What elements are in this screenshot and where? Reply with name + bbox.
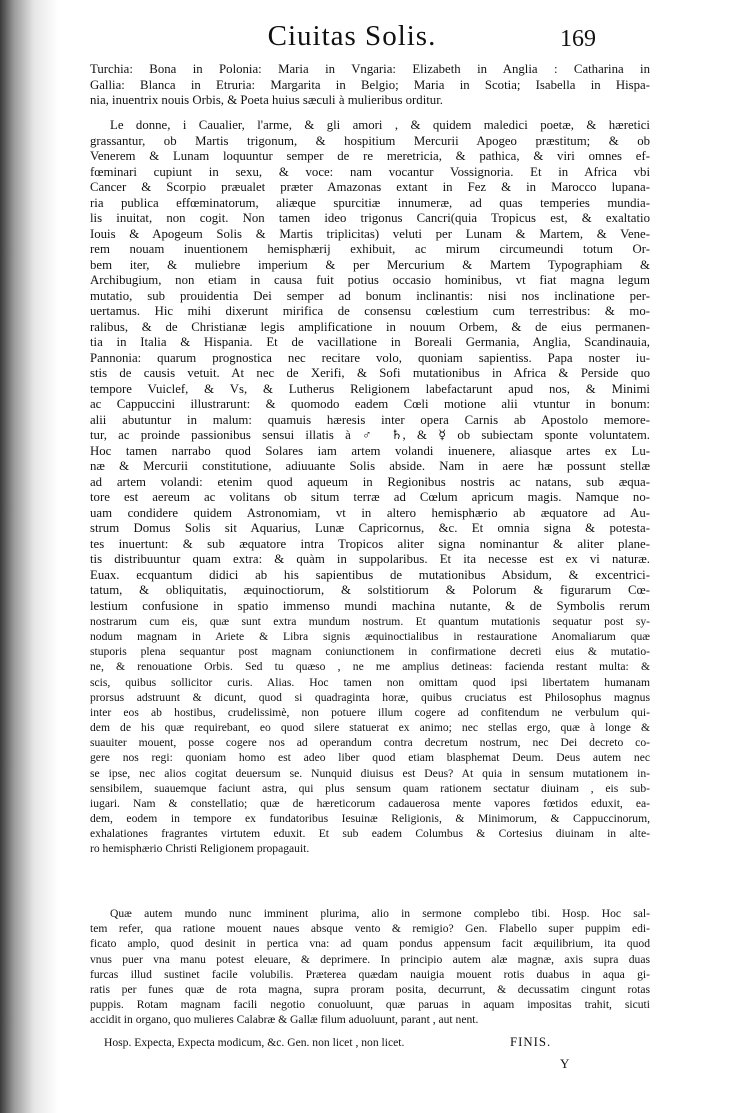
text-line: lis inuitat, non cogit. Non tamen ideo trigonus Cancri(quia Tropicus est, & exaltatio <box>90 211 650 225</box>
text-line: næ & Mercurii constitutione, adiuuante Solis abside. Nam in aere hæ possunt stellæ <box>90 459 650 473</box>
text-line: Turchia: Bona in Polonia: Maria in Vngaria: Elizabeth in Anglia : Catharina in <box>90 62 650 76</box>
text-line: ria publica effœminatorum, aliæque spurcitiæ innumeræ, ad quas temperies mundia- <box>90 195 650 210</box>
text-line: ro hemisphærio Christi Religionem propagauit. <box>90 842 310 856</box>
text-line: Iouis & Apogeum Solis & Martis triplicitas) veluti per Lunam & Martem, & Vene- <box>90 226 650 241</box>
text-line: grassantur, ob Martis trigonum, & hospitium Mercurii Apogeo præstitum; & ob <box>90 133 650 148</box>
text-line: tore est aereum ac volitans ob situm terræ ad Cœlum apricum magis. Namque no- <box>90 490 650 504</box>
text-line: Gallia: Blanca in Etruria: Margarita in Belgio; Maria in Scotia; Isabella in Hispa- <box>90 77 650 92</box>
text-line: mutatio, sub prouidentia Dei semper ad bonum inclinantis: nisi nos inclinatione per- <box>90 288 650 303</box>
text-line: suauiter mouent, posse cogere nos ad operandum contra decretum nostrum, nec Dei decreto co- <box>90 736 650 750</box>
text-line: tempore Vuiclef, & Vs, & Lutherus Religionem labefactarunt apud nos, & Minimi <box>90 381 650 396</box>
text-line: prorsus adstruunt & dicunt, quod si quadraginta horæ, quibus cruciatus est Philosophus magnus <box>90 690 650 704</box>
text-line: ne, & renouatione Orbis. Sed tu quæso , ne me amplius detineas: facienda restant multa: & <box>90 660 650 674</box>
page-number: 169 <box>560 26 596 52</box>
text-line: strum Domus Solis sit Aquarius, Lunæ Capricornus, &c. Et omnia signa & potesta- <box>90 521 650 535</box>
text-line: ratis per funes quæ de rota magna, supra proram posita, decurrunt, & decussatim cingunt rotas <box>90 983 650 996</box>
text-line: scis, quibus sollicitor curis. Alias. Hoc tamen non omittam quod ipsi libertatem humanam <box>90 675 650 689</box>
text-line: rem nouam inuentionem hemisphærij exhibuit, ac mirum circumeundi totum Or- <box>90 242 650 256</box>
text-line: tatum, & obliquitatis, æquinoctiorum, & solstitiorum & Polorum & figurarum Cœ- <box>90 583 650 597</box>
text-line: alii abutuntur in malum: quamuis hæresis inter opera Carnis ab Apostolo memore- <box>90 412 650 427</box>
text-line: puppis. Rotam magnam facili negotio conuoluunt, quæ paruas in aquam impositas trahit, sicuti <box>90 998 650 1012</box>
text-line: iugari. Nam & constellatio; quæ de hæreticorum cadauerosa mente vapores fœtidos eduxit, ea- <box>90 796 650 810</box>
text-line: gere nos regi: quoniam homo est adeo liber quod etiam blasphemat Deum. Deus autem nec <box>90 751 650 765</box>
text-line: uertamus. Hic mihi dixerunt mirifica de consensu cœlestium cum terrestribus: & mo- <box>90 304 650 318</box>
text-line: tem refer, qua ratione mouent naues absque vento & remigio? Gen. Flabello super puppim edi- <box>90 922 650 936</box>
text-line: vnus puer vna manu potest eleuare, & deprimere. In principio autem alæ magnæ, axis supra duas <box>90 952 650 966</box>
text-line: sensibilem, suauemque faciunt astra, qui plus sensum quam rationem sectatur diuinam , eis sub- <box>90 781 650 795</box>
text-line: lestium confusione in spatio immenso mundi machina nutante, & de Symbolis rerum <box>90 598 650 613</box>
catchword: Y <box>560 1056 570 1071</box>
text-line: tur, ac proinde passionibus sensui illatis à ♂ ♄, & ☿ ob subiectam sponte voluntatem. <box>90 428 650 442</box>
running-title: Ciuitas Solis. <box>267 20 437 52</box>
text-line: fœminari cupiunt in sexu, & voce: nam vocantur Vossignoria. Et in Africa vbi <box>90 164 650 179</box>
page-gutter-shadow <box>0 0 58 1113</box>
text-line: nodum magnam in Ariete & Libra signis æquinoctialibus in restauratione Anomaliarum quæ <box>90 630 650 644</box>
text-line: stis de causis vetuit. At nec de Xerifi, & Sofi mutationibus in Africa & Perside quo <box>90 366 650 380</box>
text-line: tia in Italia & Hispania. Et de vacillatione in Boreali Germania, Anglia, Scandinauia, <box>90 335 650 349</box>
text-line: inter eos ab hostibus, crudelissimè, non potuere illum cogere ad confitendum ne verbulum qui- <box>90 705 650 719</box>
text-line: Euax. ecquantum didici ab his sapientibus de mutationibus Absidum, & excentrici- <box>90 567 650 582</box>
text-line: Cancer & Scorpio præualet præter Amazonas extant in Fez & in Marocco lupana- <box>90 180 650 194</box>
text-line: Hoc tamen narrabo quod Solares iam artem volandi inuenere, aliasque artes ex Lu- <box>90 443 650 458</box>
text-line: Archibugium, non etiam in causa fuit potius occasio hominibus, vt fiat magna legum <box>90 273 650 287</box>
text-line: se ipse, nec alios cogitat deuersum se. Nunquid diuisus est Deus? At quia in sensum mutationem in- <box>90 766 650 780</box>
text-line: exhalationes fragrantes virtutem eduxit. Et sub eadem Columbus & Cortesius diuinam in alte- <box>90 827 650 841</box>
text-line: tis distribuuntur quam extra: & quàm in suppolaribus. Et ita necesse est ex vi naturæ. <box>90 552 650 566</box>
text-line: uam condidere quidem Astronomiam, vt in altero hemisphærio ab æquatore ad Au- <box>90 505 650 520</box>
text-line: nostrarum cum eis, quæ sunt extra mundum nostrum. Et quantum mutationis sequatur post sy- <box>90 615 650 628</box>
text-line: dem de his quæ requirebant, eo quod silere statuerat ex animo; nec stellas ergo, quæ à longe & <box>90 721 650 735</box>
text-line: Venerem & Lunam loquuntur semper de re meretricia, & pathica, & viri omnes ef- <box>90 149 650 163</box>
text-line: ficato amplo, quod desinit in pertica vna: ad quam pondus appensum facit æquilibrium, ita quod <box>90 937 650 951</box>
text-line: Le donne, i Caualier, l'arme, & gli amori , & quidem maledici poetæ, & hæretici <box>110 118 650 132</box>
text-line: Quæ autem mundo nunc imminent plurima, alio in sermone complebo tibi. Hosp. Hoc sal- <box>110 907 650 920</box>
text-line: Pannonia: quarum prognostica nec recitare volo, quoniam sapientiss. Papa noster iu- <box>90 350 650 365</box>
text-line: tes inuertunt: & sub æquatore intra Tropicos aliter signa nominantur & aliter plane- <box>90 536 650 551</box>
text-line: ad artem volandi: etenim quod aqueum in Regionibus nostris ac natans, sub æqua- <box>90 474 650 489</box>
text-line: dem, eodem in tempore ex fundatoribus Iesuinæ Religionis, & Minimorum, & Cappuccinorum, <box>90 811 650 825</box>
text-line: furcas illud sustinet facile volubilis. Præterea quædam nauigia mouent rotis duabus in aqua gi- <box>90 967 650 981</box>
text-line: accidit in organo, quo mulieres Calabræ & Gallæ filum aduoluunt, parant , aut nent. <box>90 1013 479 1027</box>
text-line: ralibus, & de Christianæ legis amplificatione in nouum Orbem, & de eius permanen- <box>90 319 650 334</box>
text-line: nia, inuentrix nouis Orbis, & Poeta huius sæculi à mulieribus orditur. <box>90 93 443 108</box>
finis-mark: FINIS. <box>510 1035 552 1049</box>
text-line: ac Cappuccini illustrarunt: & quomodo eadem Cœli motione alii vtuntur in bonum: <box>90 397 650 411</box>
text-line: stuporis plena sequantur post magnam coniunctionem in confirmatione decreti eius & mutatio- <box>90 645 650 659</box>
text-line: Hosp. Expecta, Expecta modicum, &c. Gen. non licet , non licet. <box>104 1036 405 1049</box>
text-line: bem iter, & muliebre imperium & per Mercurium & Martem Typographiam & <box>90 257 650 272</box>
